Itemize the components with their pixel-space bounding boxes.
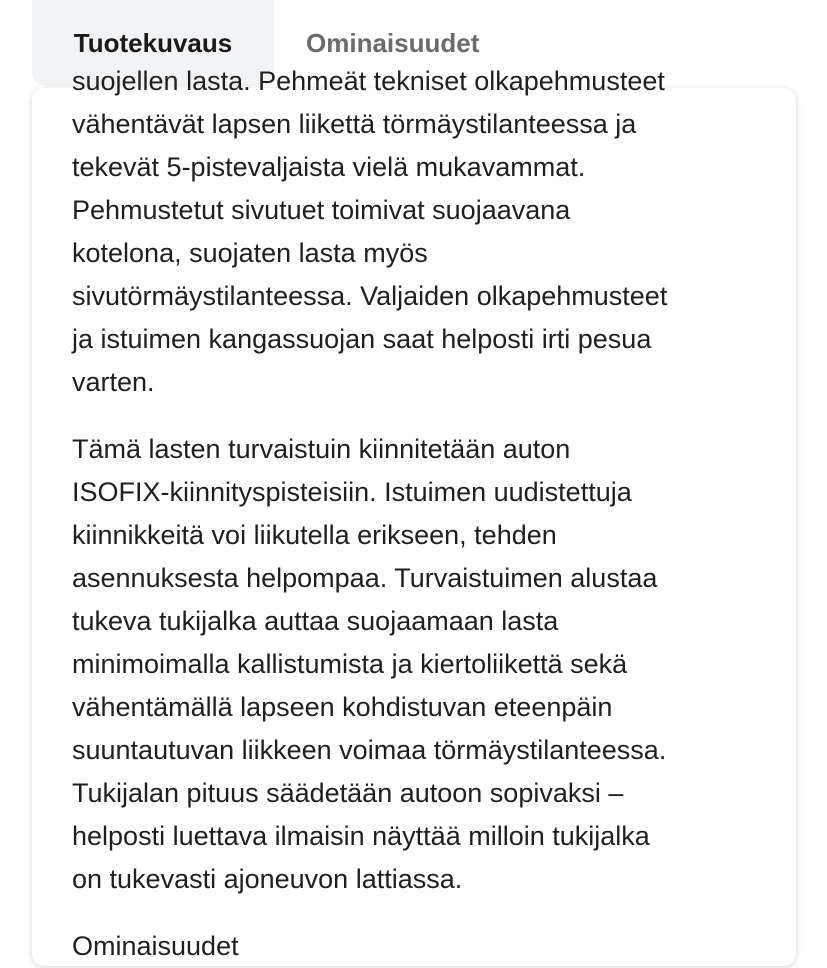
text-line: varten. <box>72 367 155 397</box>
text-line: kiinnikkeitä voi liikutella erikseen, tehden <box>72 520 557 550</box>
description-paragraph <box>72 60 766 404</box>
text-line: vähentämällä lapseen kohdistuvan eteenpäin <box>72 692 613 722</box>
text-line: suojellen lasta. Pehmeät tekniset olkapehmusteet <box>72 66 665 96</box>
text-line: on tukevasti ajoneuvon lattiassa. <box>72 864 463 894</box>
text-line: kotelona, suojaten lasta myös <box>72 238 428 268</box>
text-line: ISOFIX-kiinnityspisteisiin. Istuimen uudistettuja <box>72 477 632 507</box>
text-line: Tukijalan pituus säädetään autoon sopivaksi – <box>72 778 624 808</box>
text-line: vähentävät lapsen liikettä törmäystilanteessa ja <box>72 109 637 139</box>
text-line: Ominaisuudet <box>72 931 239 961</box>
text-line: tekevät 5-pistevaljaista vielä mukavammat. <box>72 152 586 182</box>
text-line: helposti luettava ilmaisin näyttää milloin tukijalka <box>72 821 650 851</box>
tab-tuotekuvaus[interactable]: Tuotekuvaus <box>32 0 274 86</box>
text-line: suuntautuvan liikkeen voimaa törmäystilanteessa. <box>72 735 667 765</box>
text-line: asennuksesta helpompaa. Turvaistuimen alustaa <box>72 563 658 593</box>
text-line: Pehmustetut sivutuet toimivat suojaavana <box>72 195 571 225</box>
text-line: Tämä lasten turvaistuin kiinnitetään auton <box>72 434 571 464</box>
description-paragraph <box>72 428 766 901</box>
description-panel[interactable] <box>32 66 796 966</box>
text-line: ja istuimen kangassuojan saat helposti irti pesua <box>72 324 652 354</box>
text-line: tukeva tukijalka auttaa suojaamaan lasta <box>72 606 559 636</box>
description-paragraph <box>72 925 766 968</box>
text-line: sivutörmäystilanteessa. Valjaiden olkapehmusteet <box>72 281 668 311</box>
tab-ominaisuudet[interactable]: Ominaisuudet <box>306 27 480 58</box>
description-text <box>72 60 766 968</box>
text-line: minimoimalla kallistumista ja kiertoliikettä sekä <box>72 649 628 679</box>
